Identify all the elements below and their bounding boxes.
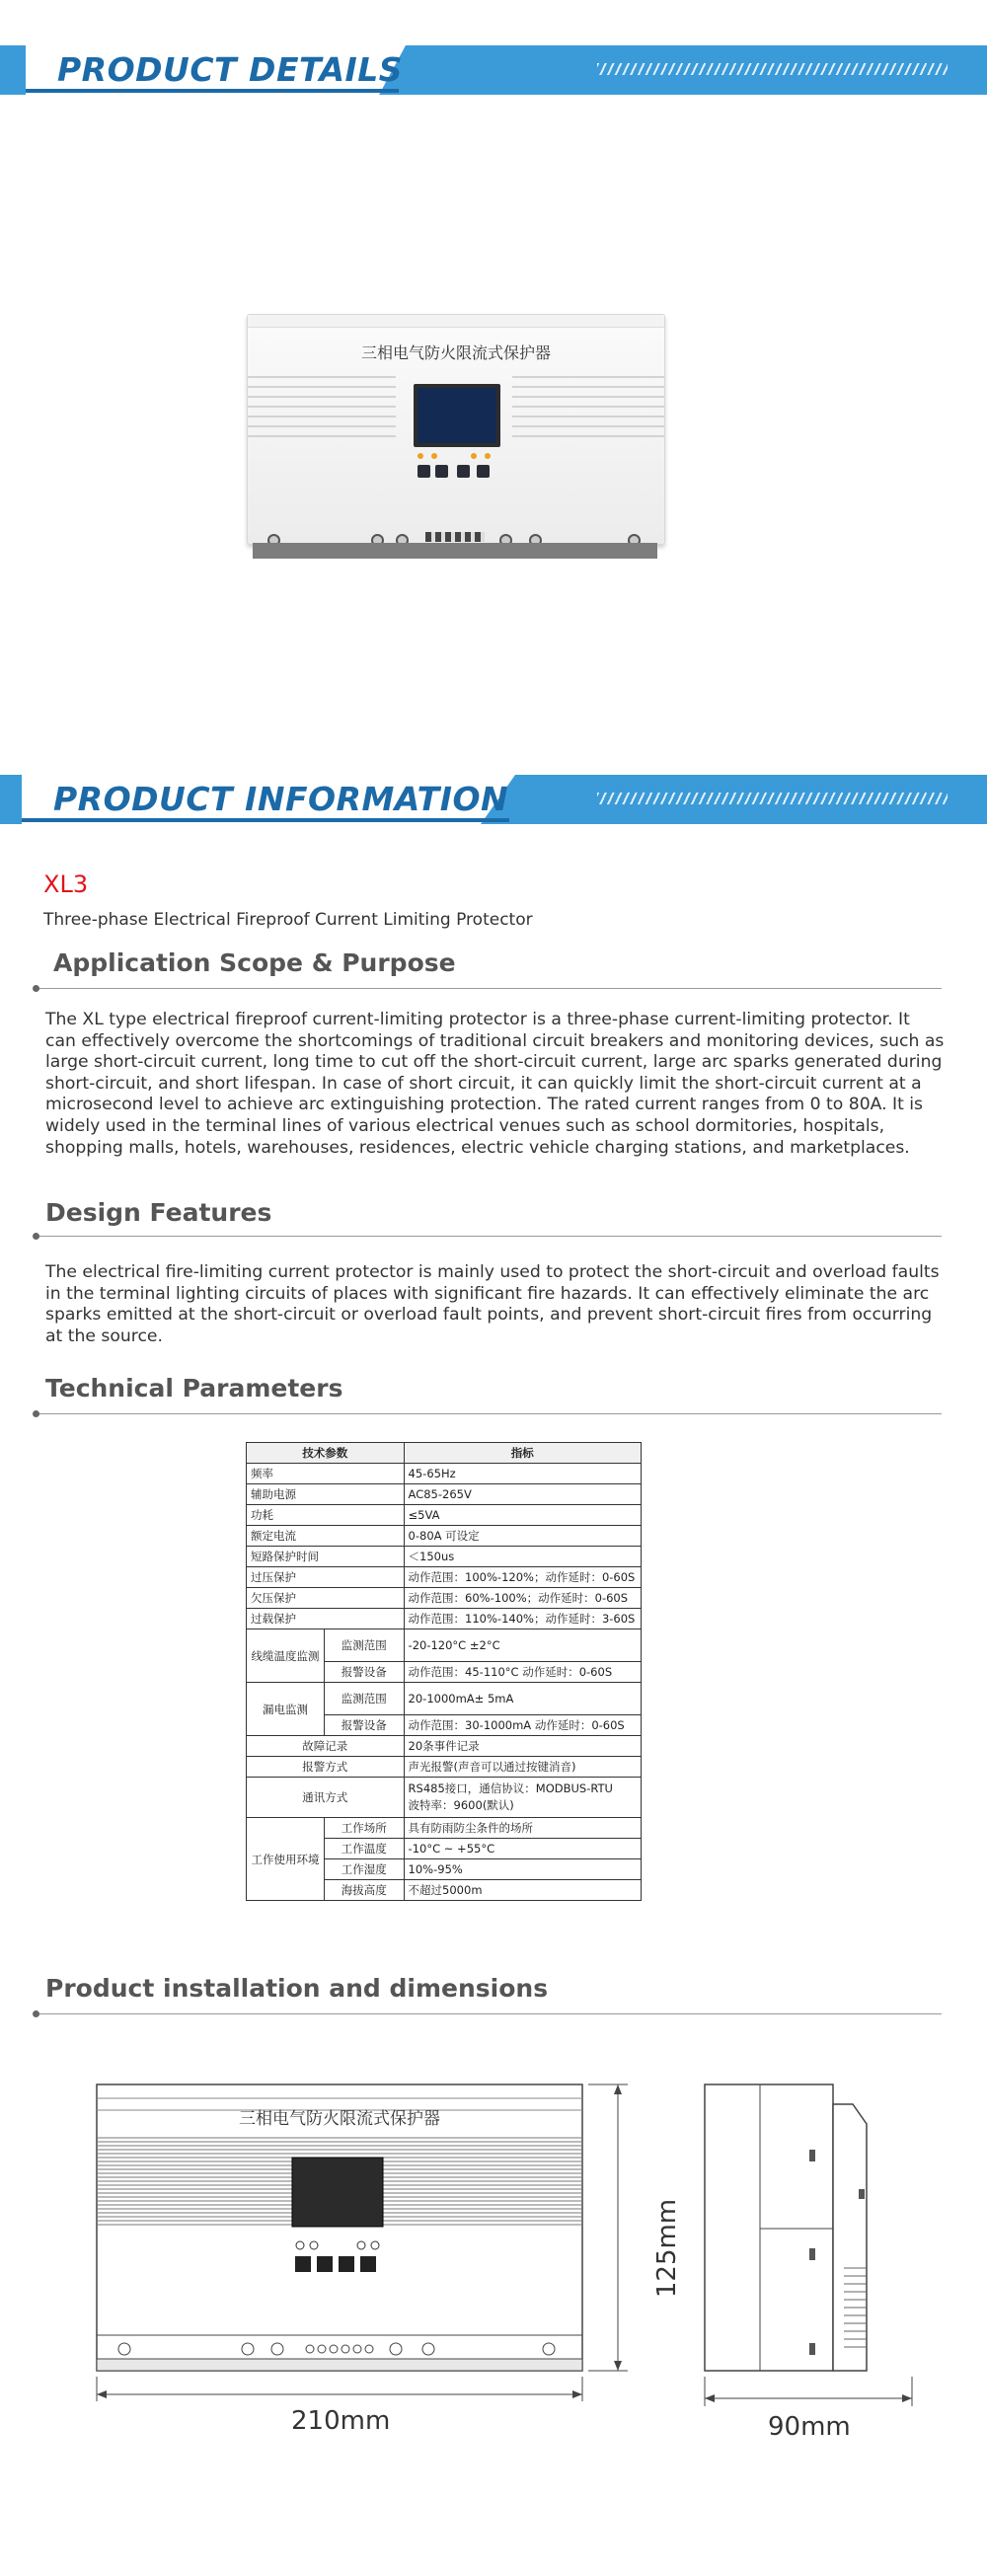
param-value: -20-120°C ±2°C: [404, 1629, 641, 1662]
param-name: 报警方式: [247, 1757, 405, 1778]
banner-stripes: [597, 63, 948, 75]
banner-underline: [22, 818, 509, 822]
param-name: 频率: [247, 1464, 405, 1484]
product-subtitle: Three-phase Electrical Fireproof Current Limiting Protector: [43, 910, 533, 930]
depth-dimension: 90mm: [768, 2412, 851, 2442]
section-heading-application: Application Scope & Purpose: [53, 948, 456, 977]
table-row: [247, 1547, 642, 1567]
param-name: 工作场所: [325, 1818, 405, 1839]
param-name: 报警设备: [325, 1715, 405, 1736]
led-icon: [418, 453, 423, 459]
table-row: [247, 1629, 642, 1662]
param-value: 动作范围：100%-120%；动作延时：0-60S: [404, 1567, 641, 1588]
param-value: 具有防雨防尘条件的场所: [404, 1818, 641, 1839]
device-key-icon: [418, 465, 430, 478]
table-header-row: [247, 1443, 642, 1464]
table-row: [247, 1505, 642, 1526]
table-header-cell: 技术参数: [247, 1443, 405, 1464]
led-icon: [431, 453, 437, 459]
param-name: 工作湿度: [325, 1859, 405, 1880]
table-row: [247, 1464, 642, 1484]
design-text: The electrical fire-limiting current protector is mainly used to protect the short-circuit and overload faults in the terminal lighting circuits of places with significant fire hazards. It can effectively eliminate the arc sparks emitted at the short-circuit or overload fault points, and prevent short-circuit fires from occurring at the source.: [45, 1262, 940, 1346]
param-value: 声光报警(声音可以通过按键消音): [404, 1757, 641, 1778]
device-body: [247, 314, 665, 545]
param-name: 报警设备: [325, 1662, 405, 1683]
device-key-icon: [435, 465, 448, 478]
param-value: AC85-265V: [404, 1484, 641, 1505]
table-header-cell: 指标: [404, 1443, 641, 1464]
table-row: [247, 1609, 642, 1629]
param-value: 动作范围：60%-100%；动作延时：0-60S: [404, 1588, 641, 1609]
param-value: 动作范围：110%-140%；动作延时：3-60S: [404, 1609, 641, 1629]
section-rule: [36, 1236, 942, 1237]
table-row: [247, 1567, 642, 1588]
param-group: 工作使用环境: [247, 1818, 325, 1901]
banner-stripes: [597, 793, 948, 804]
section-heading-technical: Technical Parameters: [45, 1374, 343, 1402]
param-name: 监测范围: [325, 1629, 405, 1662]
param-value: 20条事件记录: [404, 1736, 641, 1757]
param-value: 动作范围：45-110°C 动作延时：0-60S: [404, 1662, 641, 1683]
param-name: 辅助电源: [247, 1484, 405, 1505]
section-rule: [36, 1413, 942, 1414]
param-name: 通讯方式: [247, 1778, 405, 1818]
table-row: [247, 1484, 642, 1505]
table-row: [247, 1778, 642, 1818]
table-row: [247, 1588, 642, 1609]
param-name: 过载保护: [247, 1609, 405, 1629]
front-view-label: 三相电气防火限流式保护器: [239, 2109, 440, 2129]
banner-title: PRODUCT DETAILS: [57, 50, 404, 89]
application-text: The XL type electrical fireproof current-limiting protector is a three-phase current-limiting protector. It can effectively overcome the shortcomings of traditional circuit breakers and monitoring devices, such as large short-circuit current, long time to cut off the short-circuit current, large arc sparks generated during short-circuit, and short lifespan. In case of short circuit, it can quickly limit the short-circuit current at a microsecond level to achieve arc extinguishing protection. The rated current ranges from 0 to 80A. It is widely used in the terminal lines of various electrical venues such as school dormitories, hospitals, shopping malls, hotels, warehouses, residences, electric vehicle charging stations, and marketplaces.: [45, 1010, 945, 1158]
param-value: 0-80A 可设定: [404, 1526, 641, 1547]
banner-underline: [26, 89, 399, 93]
comm-line: RS485接口，通信协议：MODBUS-RTU: [408, 1781, 613, 1795]
product-photo: [247, 314, 663, 559]
param-name: 过压保护: [247, 1567, 405, 1588]
param-name: 工作温度: [325, 1839, 405, 1859]
param-name: 功耗: [247, 1505, 405, 1526]
param-value: -10°C ~ +55°C: [404, 1839, 641, 1859]
table-row: [247, 1526, 642, 1547]
product-information-banner: [0, 775, 987, 824]
param-name: 欠压保护: [247, 1588, 405, 1609]
led-icon: [471, 453, 477, 459]
section-dot: [33, 1233, 39, 1240]
param-value: 10%-95%: [404, 1859, 641, 1880]
section-heading-installation: Product installation and dimensions: [45, 1974, 549, 2003]
section-heading-design: Design Features: [45, 1198, 272, 1227]
section-dot: [33, 985, 39, 992]
device-label: 三相电气防火限流式保护器: [360, 343, 551, 362]
side-view-drawing: [701, 2081, 918, 2416]
table-row: [247, 1818, 642, 1839]
led-icon: [485, 453, 491, 459]
device-key-icon: [477, 465, 490, 478]
device-din-rail: [253, 543, 657, 559]
param-group: 线缆温度监测: [247, 1629, 325, 1683]
section-rule: [36, 988, 942, 989]
section-rule: [36, 2013, 942, 2014]
section-dot: [33, 1410, 39, 1417]
technical-parameters-table: [246, 1442, 642, 1901]
width-dimension: 210mm: [291, 2406, 391, 2436]
device-key-icon: [457, 465, 470, 478]
front-view-svg: [95, 2081, 647, 2406]
device-screen: [414, 384, 500, 447]
param-value: ＜150us: [404, 1547, 641, 1567]
table-row: [247, 1757, 642, 1778]
param-value: 不超过5000m: [404, 1880, 641, 1901]
param-value: 动作范围：30-1000mA 动作延时：0-60S: [404, 1715, 641, 1736]
param-value: 45-65Hz: [404, 1464, 641, 1484]
comm-line: 波特率：9600(默认): [408, 1798, 514, 1812]
table-row: [247, 1683, 642, 1715]
product-model: XL3: [43, 871, 89, 898]
param-value: [404, 1778, 641, 1818]
param-name: 额定电流: [247, 1526, 405, 1547]
terminal-block: [425, 532, 485, 542]
param-name: 故障记录: [247, 1736, 405, 1757]
param-group: 漏电监测: [247, 1683, 325, 1736]
section-dot: [33, 2010, 39, 2017]
product-details-banner: [0, 45, 987, 95]
height-dimension: 125mm: [652, 2198, 683, 2299]
table-row: [247, 1736, 642, 1757]
param-name: 海拔高度: [325, 1880, 405, 1901]
param-name: 短路保护时间: [247, 1547, 405, 1567]
param-value: 20-1000mA± 5mA: [404, 1683, 641, 1715]
banner-title: PRODUCT INFORMATION: [53, 780, 509, 818]
front-view-drawing: [95, 2081, 647, 2406]
side-view-svg: [701, 2081, 918, 2416]
param-name: 监测范围: [325, 1683, 405, 1715]
param-value: ≤5VA: [404, 1505, 641, 1526]
